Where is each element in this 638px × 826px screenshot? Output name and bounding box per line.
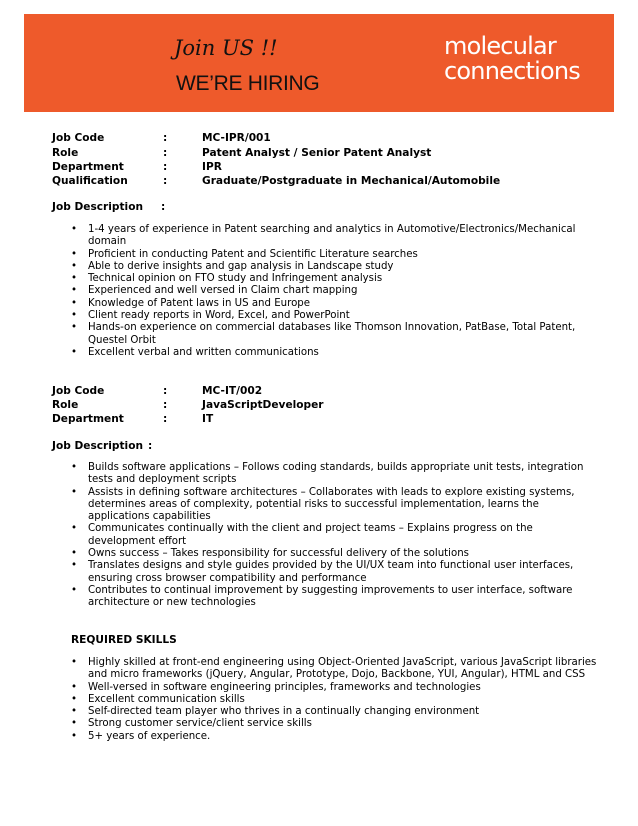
field-key: Department [52,161,124,173]
list-item: • Client ready reports in Word, Excel, and PowerPoint [71,310,603,322]
field-key: Job Code [52,385,105,397]
field-value: JavaScriptDeveloper [202,399,324,411]
required-skills-list [71,657,603,743]
field-sep: : [161,201,166,213]
field-value: MC-IPR/001 [202,132,271,144]
field-key: Role [52,147,79,159]
list-item: • Proficient in conducting Patent and Scientific Literature searches [71,249,603,261]
field-sep: : [163,161,168,173]
field-key: Role [52,399,79,411]
list-item: • Translates designs and style guides provided by the UI/UX team into functional user interfaces, ensuring cross browser compatibility and performance [71,560,603,585]
list-item: • Owns success – Takes responsibility for successful delivery of the solutions [71,548,603,560]
join-us-text: Join US !! [174,36,278,60]
were-hiring-text: WE’RE HIRING [176,72,320,95]
list-item: • 1-4 years of experience in Patent searching and analytics in Automotive/Electronics/Mechanical domain [71,224,603,249]
list-item: • Assists in defining software architectures – Collaborates with leads to explore existing systems, determines areas of complexity, potential risks to successful implementation, learns the applications capabilities [71,487,603,524]
list-item: • Communicates continually with the client and project teams – Explains progress on the development effort [71,523,603,548]
list-item: • Knowledge of Patent laws in US and Europe [71,298,603,310]
list-item: • Self-directed team player who thrives in a continually changing environment [71,706,603,718]
company-logo [444,34,580,84]
job1-bullet-list [71,224,603,359]
list-item: • Experienced and well versed in Claim chart mapping [71,285,603,297]
field-sep: : [163,175,168,187]
list-item: • Able to derive insights and gap analysis in Landscape study [71,261,603,273]
list-item: • Excellent verbal and written communications [71,347,603,359]
required-skills-heading: REQUIRED SKILLS [71,634,177,646]
list-item: • Hands-on experience on commercial databases like Thomson Innovation, PatBase, Total Patent, Questel Orbit [71,322,603,347]
list-item: • Well-versed in software engineering principles, frameworks and technologies [71,682,603,694]
field-sep: : [148,440,153,452]
list-item: • Highly skilled at front-end engineering using Object-Oriented JavaScript, various JavaScript libraries and micro frameworks (jQuery, Angular, Prototype, Dojo, Backbone, YUI, Angular), HTML and CSS [71,657,603,682]
job2-bullet-list [71,462,603,610]
list-item: • Excellent communication skills [71,694,603,706]
field-value: Graduate/Postgraduate in Mechanical/Automobile [202,175,501,187]
list-item: • 5+ years of experience. [71,731,603,743]
logo-line-2: connections [444,57,580,85]
logo-line-1: molecular [444,32,556,60]
field-value: Patent Analyst / Senior Patent Analyst [202,147,432,159]
field-key: Department [52,413,124,425]
field-key: Qualification [52,175,128,187]
field-key: Job Code [52,132,105,144]
list-item: • Strong customer service/client service skills [71,718,603,730]
list-item: • Contributes to continual improvement by suggesting improvements to user interface, software architecture or new technologies [71,585,603,610]
field-sep: : [163,385,168,397]
field-value: IPR [202,161,222,173]
hiring-banner [24,14,614,112]
field-value: IT [202,413,214,425]
list-item: • Technical opinion on FTO study and Infringement analysis [71,273,603,285]
field-sep: : [163,147,168,159]
field-sep: : [163,399,168,411]
field-key: Job Description [52,201,144,213]
field-sep: : [163,132,168,144]
field-key: Job Description [52,440,144,452]
field-value: MC-IT/002 [202,385,263,397]
list-item: • Builds software applications – Follows coding standards, builds appropriate unit tests, integration tests and deployment scripts [71,462,603,487]
field-sep: : [163,413,168,425]
